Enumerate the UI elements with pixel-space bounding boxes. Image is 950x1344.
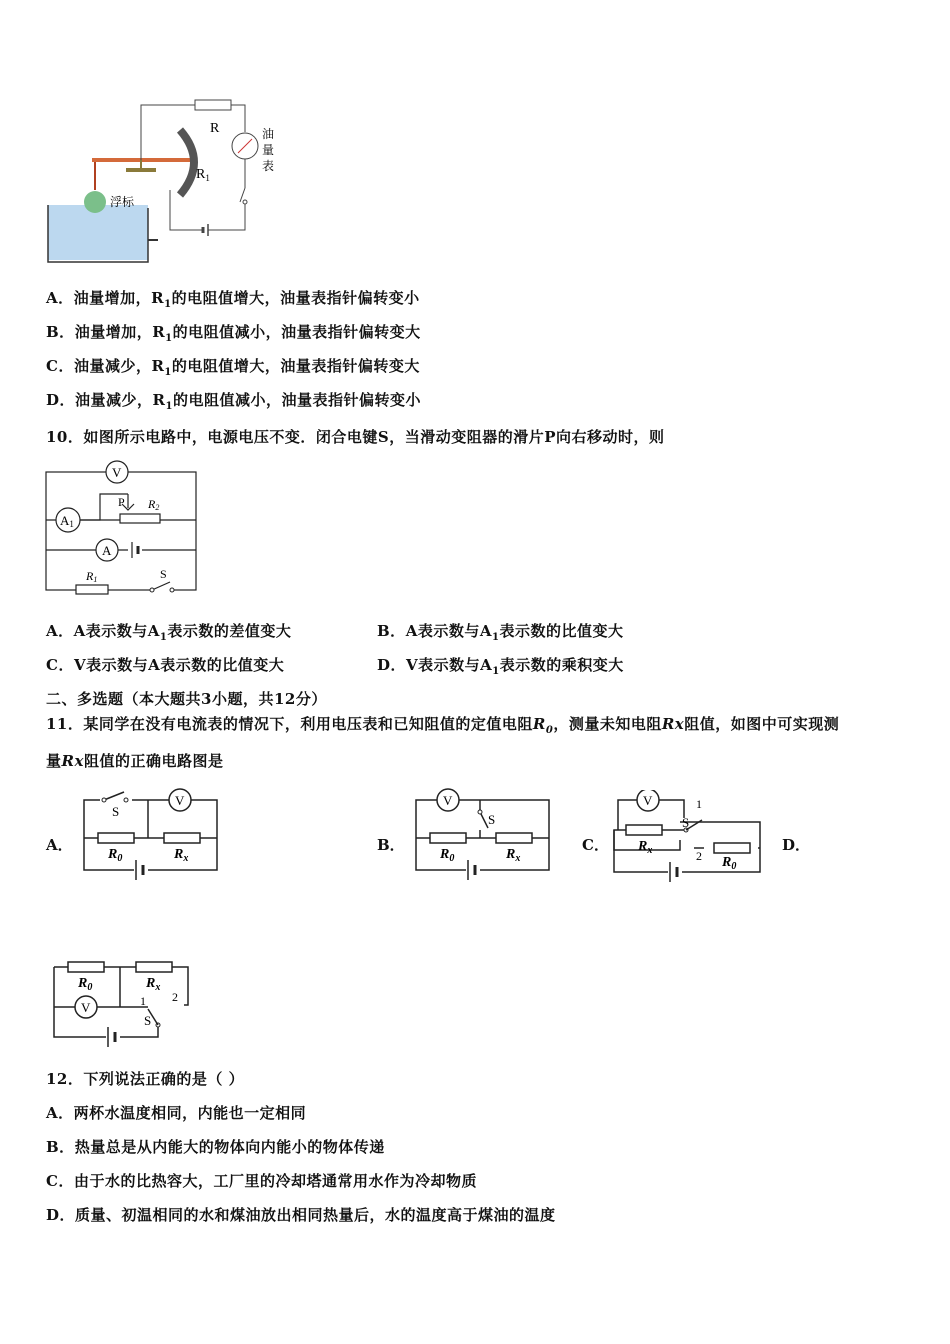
resistor-r1 [76,585,108,594]
resistor-rx [136,962,172,972]
resistor-r0 [68,962,104,972]
q11-circuit-d [48,955,198,1050]
label-gauge-3: 表 [262,159,275,173]
svg-text:V: V [81,1000,91,1015]
svg-text:S: S [488,812,496,827]
label-float: 浮标 [110,195,135,209]
label-gauge-1: 油 [262,127,275,141]
resistor-rx [164,833,200,843]
resistor-rx [626,825,662,835]
q12-option-a: A．两杯水温度相同，内能也一定相同 [46,1104,307,1122]
section-2-title: 二、多选题（本大题共3小题，共12分） [46,690,327,708]
svg-text:S: S [144,1013,152,1028]
svg-text:Rx: $R_x$ [174,847,189,864]
fuel-gauge-svg [40,90,300,270]
variable-resistor-r1 [180,130,194,195]
q11-stem-line1: 11．某同学在没有电流表的情况下，利用电压表和已知阻值的定值电阻$R_0$，测量未知电阻Rx阻值，如图中可实现测 [46,715,840,736]
q11-stem-line2: 量Rx阻值的正确电路图是 [46,752,224,770]
svg-text:R0: $R_0$ [440,847,455,864]
svg-text:V: V [643,793,653,808]
q10-circuit-svg [40,458,210,598]
svg-text:V: V [112,465,122,480]
q11-option-b-label: B． [377,836,405,854]
q9-option-b: B．油量增加，$R_1$的电阻值减小，油量表指针偏转变大 [46,323,421,344]
svg-text:V: V [175,793,185,808]
svg-text:P: P [118,495,125,509]
q10-stem: 10．如图所示电路中，电源电压不变．闭合电键S，当滑动变阻器的滑片P向右移动时，则 [46,428,665,446]
q11-option-a-label: A． [46,836,73,854]
resistor-r0 [430,833,466,843]
resistor-rx [496,833,532,843]
q12-stem: 12．下列说法正确的是（ ） [46,1070,245,1088]
q10-option-d: D．V表示数与$A_1$表示数的乘积变大 [377,656,624,677]
svg-text:V: V [443,793,453,808]
float-ball [84,191,106,213]
q11-option-d-label: D． [782,836,811,854]
q10-option-a: A．A表示数与$A_1$表示数的差值变大 [46,622,292,643]
label-r1: $R_1$ [196,167,210,183]
svg-text:1: 1 [696,797,702,811]
q12-option-b: B．热量总是从内能大的物体向内能小的物体传递 [46,1138,385,1156]
label-gauge-2: 量 [262,143,275,157]
q11-option-c-label: C． [582,836,609,854]
svg-text:S: S [682,815,690,830]
q12-option-d: D．质量、初温相同的水和煤油放出相同热量后，水的温度高于煤油的温度 [46,1206,556,1224]
oil-tank [48,205,148,260]
q9-option-a: A．油量增加，$R_1$的电阻值增大，油量表指针偏转变小 [46,289,420,310]
q12-option-c: C．由于水的比热容大，工厂里的冷却塔通常用水作为冷却物质 [46,1172,477,1190]
resistor-r [195,100,231,110]
q9-option-c: C．油量减少，$R_1$的电阻值增大，油量表指针偏转变大 [46,357,420,378]
rheostat-r2 [120,514,160,523]
svg-text:Rx: $R_x$ [638,839,653,856]
svg-text:2: 2 [696,849,702,863]
q10-option-b: B．A表示数与$A_1$表示数的比值变大 [377,622,624,643]
switch-s [480,812,488,828]
svg-text:R0: $R_0$ [78,976,93,993]
q10-option-c: C．V表示数与A表示数的比值变大 [46,656,285,674]
svg-text:2: 2 [172,990,178,1004]
svg-text:A1: A1 [60,513,74,529]
svg-text:R2: R2 [148,497,160,512]
q11-circuit-a [80,788,225,883]
fuel-gauge-diagram [40,90,300,270]
svg-text:R1: R1 [86,569,98,584]
label-r: R [210,121,220,136]
svg-text:S: S [160,567,167,581]
svg-text:R0: $R_0$ [108,847,123,864]
resistor-r0 [98,833,134,843]
svg-text:Rx: $R_x$ [146,976,161,993]
svg-text:S: S [112,804,120,819]
q11-circuit-b [412,788,557,883]
q11-circuit-c [610,790,765,885]
q10-circuit [40,458,210,598]
q9-option-d: D．油量减少，$R_1$的电阻值减小，油量表指针偏转变小 [46,391,421,412]
svg-text:Rx: $R_x$ [506,847,521,864]
resistor-r0 [714,843,750,853]
svg-text:1: 1 [140,994,146,1008]
svg-text:R0: $R_0$ [722,855,737,872]
svg-text:A: A [102,543,112,558]
